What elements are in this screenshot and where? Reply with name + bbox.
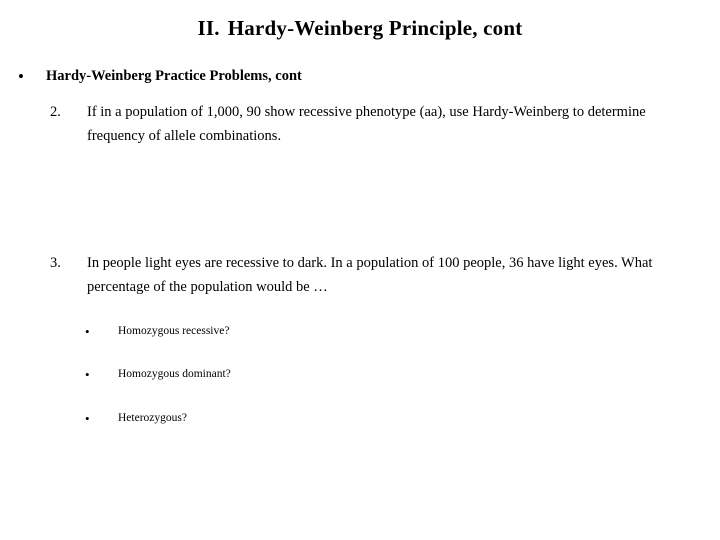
title-text: Hardy-Weinberg Principle, cont	[227, 16, 523, 40]
bullet-icon: •	[85, 324, 90, 339]
bullet-icon: •	[85, 367, 90, 382]
problem-text: If in a population of 1,000, 90 show recessive phenotype (aa), use Hardy-Weinberg to determine frequency of allele combinations.	[87, 104, 646, 144]
page-title	[0, 16, 720, 41]
problem-text: In people light eyes are recessive to dark. In a population of 100 people, 36 have light eyes. What percentage of the population would be …	[87, 255, 653, 295]
bullet-icon: •	[85, 411, 90, 426]
sub-bullet-text: Heterozygous?	[118, 412, 187, 424]
problem-number: 3.	[50, 255, 61, 271]
bullet-icon: •	[18, 67, 24, 86]
sub-bullet-text: Homozygous dominant?	[118, 368, 231, 380]
title-numeral: II.	[197, 16, 220, 40]
main-bullet-text: Hardy-Weinberg Practice Problems, cont	[46, 68, 302, 84]
sub-bullet-text: Homozygous recessive?	[118, 325, 230, 337]
problem-number: 2.	[50, 104, 61, 120]
